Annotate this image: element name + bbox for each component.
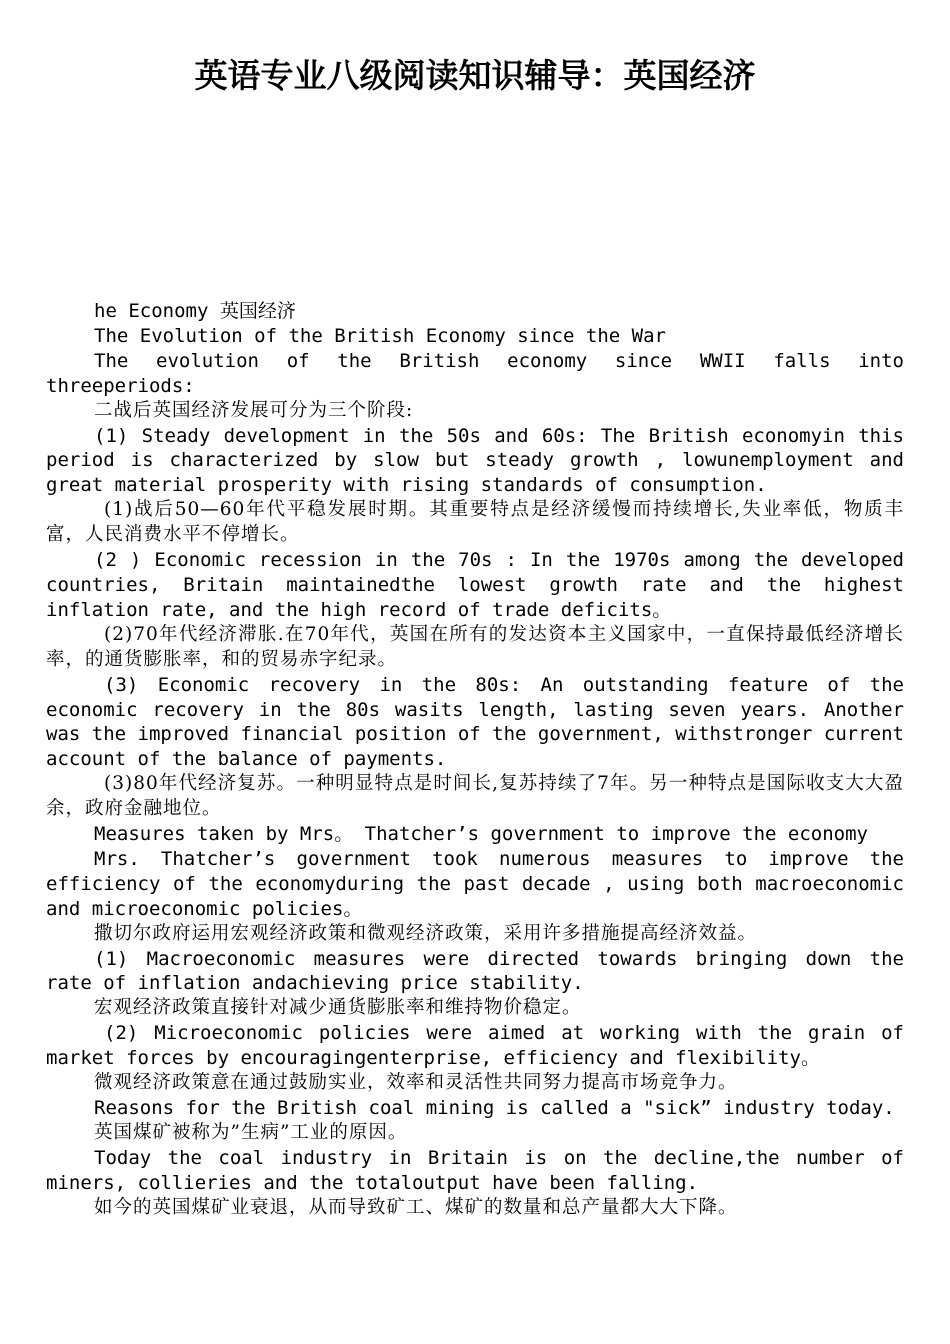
paragraph-macro-en: (1) Macroeconomic measures were directed towards bringing down the rate of inflation andachieving price stability. (46, 947, 904, 995)
paragraph-period1-en: (1) Steady development in the 50s and 60s: The British economyin this period is characterized by slow but steady growth , lowunemployment and great material prosperity with rising standards of consumption. (46, 424, 904, 497)
paragraph-measures-en: Mrs. Thatcher’s government took numerous measures to improve the efficiency of the economyduring the past decade , using both macroeconomic and microeconomic policies。 (46, 847, 904, 920)
paragraph-subheading-evolution: The Evolution of the British Economy since the War (94, 324, 666, 347)
paragraph-evolution-en: The evolution of the British economy since WWII falls into threeperiods: (46, 349, 904, 397)
paragraph-coal-cn: 如今的英国煤矿业衰退，从而导致矿工、煤矿的数量和总产量都大大下降。 (94, 1196, 738, 1218)
paragraph-micro-en: (2) Microeconomic policies were aimed at working with the grain of market forces by encouragingenterprise, efficiency and flexibility。 (46, 1022, 904, 1070)
document-body (46, 299, 904, 1221)
paragraph-heading-economy: he Economy 英国经济 (94, 300, 296, 322)
paragraph-period2-en: (2 ) Economic recession in the 70s : In the 1970s among the developed countries, Britain maintainedthe lowest growth rate and the highest inflation rate, and the high record of trade deficits。 (46, 549, 904, 621)
paragraph-coal-heading-en: Reasons for the British coal mining is called a "sick” industry today. (94, 1097, 895, 1119)
paragraph-measures-cn: 撒切尔政府运用宏观经济政策和微观经济政策，采用许多措施提高经济效益。 (94, 922, 758, 944)
paragraph-evolution-cn: 二战后英国经济发展可分为三个阶段: (94, 399, 414, 421)
paragraph-period3-cn: (3)80年代经济复苏。一种明显特点是时间长,复苏持续了7年。另一种特点是国际收支大大盈余，政府金融地位。 (46, 773, 904, 820)
paragraph-measures-heading: Measures taken by Mrs。 Thatcher’s government to improve the economy (94, 823, 868, 846)
paragraph-period3-en: (3) Economic recovery in the 80s: An outstanding feature of the economic recovery in the 80s wasits length, lasting seven years. Another was the improved financial position of the government, withstronger current account of the balance of payments. (46, 673, 904, 771)
paragraph-coal-heading-cn: 英国煤矿被称为”生病”工业的原因。 (94, 1121, 408, 1143)
paragraph-period1-cn: (1)战后50—60年代平稳发展时期。其重要特点是经济缓慢而持续增长,失业率低，物质丰富，人民消费水平不停增长。 (46, 499, 904, 546)
paragraph-coal-en: Today the coal industry in Britain is on the decline,the number of miners, collieries and the totaloutput have been falling. (46, 1146, 904, 1194)
paragraph-period2-cn: (2)70年代经济滞胀.在70年代，英国在所有的发达资本主义国家中，一直保持最低经济增长率，的通货膨胀率，和的贸易赤字纪录。 (46, 623, 904, 670)
paragraph-micro-cn: 微观经济政策意在通过鼓励实业，效率和灵活性共同努力提高市场竞争力。 (94, 1072, 738, 1094)
paragraph-macro-cn: 宏观经济政策直接针对减少通货膨胀率和维持物价稳定。 (94, 997, 582, 1019)
page-title: 英语专业八级阅读知识辅导：英国经济 (194, 56, 756, 95)
